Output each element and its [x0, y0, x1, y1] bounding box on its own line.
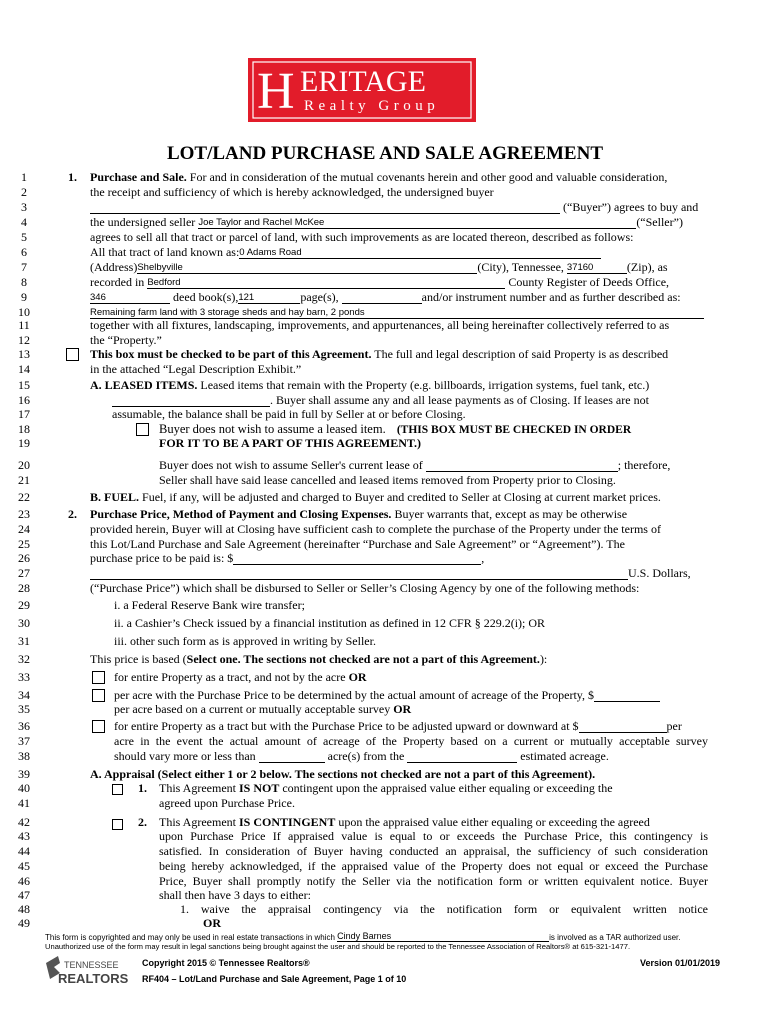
- line-1: 1 1. Purchase and Sale. For and in consideration of the mutual covenants herein and other good and valuable consideration,: [21, 170, 668, 184]
- line-16: 16 . Buyer shall assume any and all lease payments as of Closing. If leases are not: [18, 393, 649, 407]
- svg-text:ERITAGE: ERITAGE: [300, 65, 426, 98]
- line-48: 48 1. waive the appraisal contingency via the notification form or equivalent written notice: [18, 902, 708, 916]
- line-34: 34 per acre with the Purchase Price to be determined by the actual amount of acreage of the Property, $: [0, 688, 770, 702]
- line-8: 8 recorded in Bedford County Register of Deeds Office,: [21, 275, 670, 289]
- line-30: 30 ii. a Cashier’s Check issued by a financial institution as defined in 12 CFR § 229.2(i); OR: [18, 616, 546, 630]
- line-13: 13 This box must be checked to be part of this Agreement. The full and legal description of said Property is as described: [18, 347, 669, 361]
- line-11: 11 together with all fixtures, landscaping, improvements, and appurtenances, all being hereinafter collectively referred to as: [18, 318, 670, 332]
- footer-authorized-user: This form is copyrighted and may only be used in real estate transactions in which Cindy Barnes is involved as a TAR authorized user.: [45, 931, 681, 942]
- line-46: 46 Price, Buyer shall promptly notify the Seller via the notification form or written equivalent notice. Buyer: [18, 874, 708, 888]
- line-49: 49 OR: [18, 916, 221, 930]
- line-20: 20 Buyer does not wish to assume Seller's current lease of ; therefore,: [18, 458, 671, 472]
- no-assume-lease-checkbox[interactable]: [136, 423, 149, 436]
- leased-items-field[interactable]: [112, 394, 270, 407]
- further-description-field[interactable]: Remaining farm land with 3 storage sheds and hay barn, 2 ponds: [90, 306, 704, 319]
- line-9: 9 346 deed book(s),121 page(s), and/or instrument number and as further described as:: [21, 290, 681, 304]
- line-17: 17 assumable, the balance shall be paid in full by Seller at or before Closing.: [18, 407, 466, 421]
- line-41: 41 agreed upon Purchase Price.: [18, 796, 295, 810]
- acreage-variance-field[interactable]: [259, 750, 325, 763]
- line-22: 22 B. FUEL. Fuel, if any, will be adjusted and charged to Buyer and credited to Seller at Closing at current market prices.: [18, 490, 661, 504]
- line-14: 14 in the attached “Legal Description Exhibit.”: [18, 362, 302, 376]
- legal-description-checkbox[interactable]: [66, 348, 79, 361]
- line-4: 4 the undersigned seller Joe Taylor and Rachel McKee (“Seller”): [21, 215, 683, 229]
- line-24: 24 provided herein, Buyer will at Closing have sufficient cash to complete the purchase of the Property under the terms of: [18, 522, 661, 536]
- purchase-price-field[interactable]: [233, 552, 481, 565]
- line-25: 25 this Lot/Land Purchase and Sale Agreement (hereinafter “Purchase and Sale Agreement” or “Agreement”). The: [18, 537, 625, 551]
- city-field[interactable]: Shelbyville: [137, 261, 477, 274]
- line-15: 15 A. LEASED ITEMS. Leased items that remain with the Property (e.g. billboards, irrigation systems, fuel tank, etc.): [18, 378, 650, 392]
- heritage-realty-logo: [248, 58, 476, 122]
- svg-text:TENNESSEE: TENNESSEE: [64, 960, 119, 970]
- line-44: 44 satisfied. In consideration of Buyer having conducted an appraisal, the sufficiency of such consideration: [18, 844, 708, 858]
- county-field[interactable]: Bedford: [147, 276, 505, 289]
- line-23: 23 2. Purchase Price, Method of Payment and Closing Expenses. Buyer warrants that, except as may be otherwise: [18, 507, 628, 521]
- deed-book-field[interactable]: 346: [90, 291, 170, 304]
- purchase-price-words-field[interactable]: [90, 567, 628, 580]
- line-37: 37 acre in the event the actual amount of acreage of the Property based on a current or mutually acceptable survey: [18, 734, 708, 748]
- line-10: 10 Remaining farm land with 3 storage sheds and hay barn, 2 ponds: [0, 305, 770, 319]
- svg-text:H: H: [257, 63, 295, 120]
- line-36: 36 for entire Property as a tract but with the Purchase Price to be adjusted upward or downward at $ per: [18, 719, 682, 733]
- line-19: 19 FOR IT TO BE A PART OF THIS AGREEMENT.): [18, 436, 421, 450]
- line-27: 27 U.S. Dollars,: [18, 566, 691, 580]
- current-lease-field[interactable]: [426, 459, 618, 472]
- tennessee-realtors-logo: [44, 953, 128, 987]
- appraisal-not-contingent-checkbox[interactable]: [112, 784, 123, 795]
- line-42: 42 2. This Agreement IS CONTINGENT upon the appraised value either equaling or exceeding the agreed: [18, 815, 650, 829]
- line-18: 18 Buyer does not wish to assume a leased item. (THIS BOX MUST BE CHECKED IN ORDER: [18, 422, 632, 436]
- line-32: 32 This price is based (Select one. The sections not checked are not a part of this Agreement.):: [18, 652, 548, 666]
- line-39: 39 A. Appraisal (Select either 1 or 2 below. The sections not checked are not a part of this Agreement).: [18, 767, 596, 781]
- footer-form-id: RF404 – Lot/Land Purchase and Sale Agreement, Page 1 of 10: [142, 974, 407, 984]
- price-entire-tract-checkbox[interactable]: [92, 671, 105, 684]
- line-38: 38 should vary more or less than acre(s) from the estimated acreage.: [18, 749, 609, 763]
- instrument-number-field[interactable]: [342, 291, 422, 304]
- line-3: 3 (“Buyer”) agrees to buy and: [21, 200, 699, 214]
- line-5: 5 agrees to sell all that tract or parcel of land, with such improvements as are located thereon, described as follows:: [21, 230, 634, 244]
- line-33: 33 for entire Property as a tract, and not by the acre OR: [18, 670, 367, 684]
- svg-text:REALTORS: REALTORS: [58, 971, 128, 986]
- line-47: 47 shall then have 3 days to either:: [18, 888, 311, 902]
- price-per-acre-checkbox[interactable]: [92, 689, 105, 702]
- line-28: 28 (“Purchase Price”) which shall be disbursed to Seller or Seller’s Closing Agency by one of the following methods:: [18, 581, 640, 595]
- footer-version: Version 01/01/2019: [639, 958, 720, 968]
- line-40: 40 1. This Agreement IS NOT contingent upon the appraised value either equaling or exceeding the: [18, 781, 613, 795]
- line-2: 2 the receipt and sufficiency of which is hereby acknowledged, the undersigned buyer: [21, 185, 494, 199]
- authorized-user-field: Cindy Barnes: [337, 931, 549, 942]
- zip-field[interactable]: 37160: [567, 261, 627, 274]
- footer-unauthorized-notice: Unauthorized use of the form may result in legal sanctions being brought against the user and should be reported to the Tennessee Association of Realtors® at 615-321-1477.: [45, 942, 631, 951]
- adjust-per-acre-field[interactable]: [579, 720, 667, 733]
- per-acre-price-field[interactable]: [594, 689, 660, 702]
- line-31: 31 iii. other such form as is approved in writing by Seller.: [18, 634, 376, 648]
- footer-copyright: Copyright 2015 © Tennessee Realtors®: [142, 958, 310, 968]
- line-21: 21 Seller shall have said lease cancelled and leased items removed from Property prior to Closing.: [18, 473, 616, 487]
- line-43: 43 upon Purchase Price If appraised value is equal to or exceeds the Purchase Price, this contingency is: [18, 829, 708, 843]
- line-6: 6 All that tract of land known as:0 Adams Road: [0, 245, 770, 259]
- line-29: 29 i. a Federal Reserve Bank wire transfer;: [18, 598, 305, 612]
- document-title: LOT/LAND PURCHASE AND SALE AGREEMENT: [166, 143, 604, 164]
- buyer-name-field[interactable]: [90, 201, 560, 214]
- line-7: 7 (Address)Shelbyville (City), Tennessee, 37160 (Zip), as: [21, 260, 668, 274]
- seller-name-field[interactable]: Joe Taylor and Rachel McKee: [198, 216, 636, 229]
- svg-text:Realty Group: Realty Group: [304, 98, 440, 114]
- estimated-acreage-field[interactable]: [407, 750, 517, 763]
- property-known-as-field[interactable]: 0 Adams Road: [239, 246, 601, 259]
- page-field[interactable]: 121: [238, 291, 300, 304]
- price-adjusted-checkbox[interactable]: [92, 720, 105, 733]
- line-12: 12 the “Property.”: [18, 333, 162, 347]
- line-45: 45 being hereby acknowledged, if the appraised value of the Property does not equal or exceed the Purchase: [18, 859, 708, 873]
- line-35: 35 per acre based on a current or mutually acceptable survey OR: [18, 702, 412, 716]
- line-26: 26 purchase price to be paid is: $ ,: [18, 551, 485, 565]
